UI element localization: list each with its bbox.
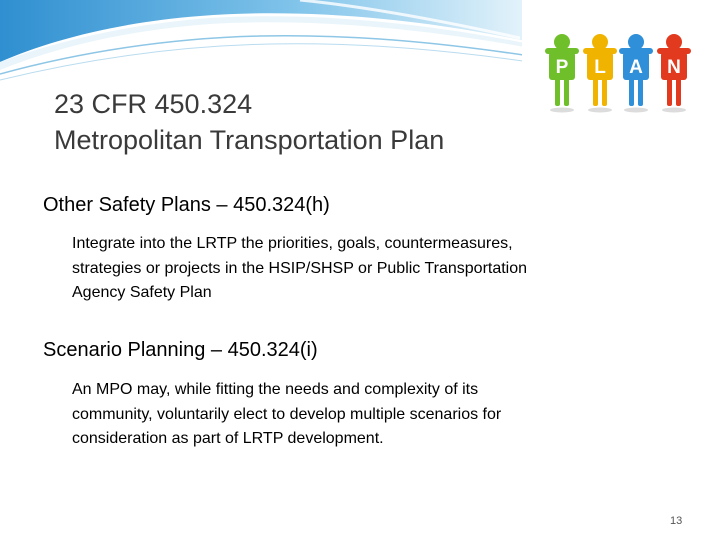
section-body-safety-plans: [72, 232, 672, 306]
body-line: Agency Safety Plan: [72, 284, 212, 301]
body-line: community, voluntarily elect to develop multiple scenarios for: [72, 405, 502, 423]
plan-letter: N: [667, 57, 681, 78]
title-line-2: Metropolitan Transportation Plan: [54, 125, 445, 155]
plan-letter: L: [594, 57, 606, 78]
title-line-1: 23 CFR 450.324: [54, 89, 253, 119]
plan-figure-n: [657, 34, 691, 113]
plan-letter: A: [629, 57, 643, 78]
page-number: 13: [670, 515, 683, 527]
body-line: strategies or projects in the HSIP/SHSP or Public Transportation: [72, 259, 528, 277]
plan-figure-a: [619, 34, 653, 113]
plan-letter: P: [555, 57, 569, 78]
plan-figure-p: [545, 34, 579, 113]
body-line: An MPO may, while fitting the needs and complexity of its: [72, 381, 479, 398]
plan-figures-image: [522, 0, 720, 132]
slide-title: [54, 86, 524, 158]
body-line: consideration as part of LRTP development.: [72, 430, 384, 447]
section-heading-safety-plans: Other Safety Plans – 450.324(h): [43, 194, 330, 216]
section-heading-scenario-planning: Scenario Planning – 450.324(i): [43, 339, 318, 361]
section-body-scenario-planning: [72, 378, 672, 452]
body-line: Integrate into the LRTP the priorities, goals, countermeasures,: [72, 235, 513, 252]
plan-figure-l: [583, 34, 617, 113]
